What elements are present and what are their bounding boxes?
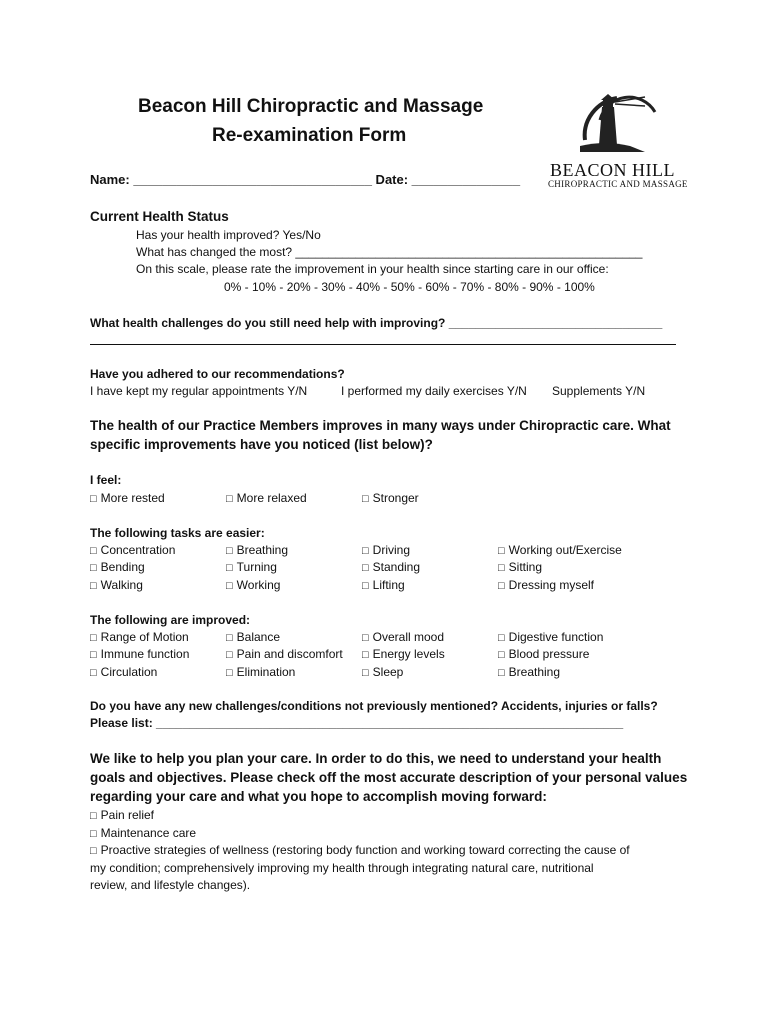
proactive-wellness-line-2: my condition; comprehensively improving my health through integrating natural care, nutritional — [90, 861, 594, 875]
checkbox-more-rested[interactable]: □ More rested — [90, 491, 165, 505]
checkbox-sitting[interactable]: □ Sitting — [498, 560, 542, 574]
checkbox-concentration[interactable]: □ Concentration — [90, 543, 175, 557]
checkbox-digestive-function[interactable]: □ Digestive function — [498, 630, 603, 644]
name-date-line[interactable]: Name: _________________________________ Date: _______________ — [90, 172, 521, 187]
checkbox-lifting[interactable]: □ Lifting — [362, 578, 405, 592]
checkbox-improved-breathing[interactable]: □ Breathing — [498, 665, 560, 679]
new-challenges-question: Do you have any new challenges/conditions not previously mentioned? Accidents, injuries or falls? — [90, 699, 658, 713]
health-scale-values[interactable]: 0% - 10% - 20% - 30% - 40% - 50% - 60% - 70% - 80% - 90% - 100% — [224, 280, 595, 294]
checkbox-working[interactable]: □ Working — [226, 578, 280, 592]
goals-intro-2: goals and objectives. Please check off the most accurate description of your personal values — [90, 770, 688, 785]
goals-intro-1: We like to help you plan your care. In order to do this, we need to understand your health — [90, 751, 662, 766]
tasks-heading: The following tasks are easier: — [90, 526, 265, 540]
checkbox-circulation[interactable]: □ Circulation — [90, 665, 157, 679]
new-challenges-list-line[interactable]: Please list: ______________________________________________________________________ — [90, 716, 624, 730]
checkbox-more-relaxed[interactable]: □ More relaxed — [226, 491, 307, 505]
checkbox-proactive-wellness[interactable]: □ Proactive strategies of wellness (restoring body function and working toward correcting the cause of — [90, 843, 630, 857]
checkbox-overall-mood[interactable]: □ Overall mood — [362, 630, 444, 644]
i-feel-heading: I feel: — [90, 473, 122, 487]
logo — [545, 90, 688, 190]
adherence-supplements[interactable]: Supplements Y/N — [552, 384, 646, 398]
checkbox-standing[interactable]: □ Standing — [362, 560, 420, 574]
checkbox-balance[interactable]: □ Balance — [226, 630, 280, 644]
adherence-appointments[interactable]: I have kept my regular appointments Y/N — [90, 384, 308, 398]
checkbox-dressing-myself[interactable]: □ Dressing myself — [498, 578, 594, 592]
health-improved-line[interactable]: Has your health improved? Yes/No — [136, 228, 321, 242]
current-health-heading: Current Health Status — [90, 209, 229, 224]
improvements-intro-1: The health of our Practice Members improves in many ways under Chiropractic care. What — [90, 418, 671, 433]
adherence-heading: Have you adhered to our recommendations? — [90, 367, 345, 381]
improvements-intro-2: specific improvements have you noticed (list below)? — [90, 437, 433, 452]
proactive-wellness-line-3: review, and lifestyle changes). — [90, 878, 251, 892]
logo-tagline: CHIROPRACTIC AND MASSAGE — [548, 179, 688, 189]
challenges-question[interactable]: What health challenges do you still need help with improving? ________________________________ — [90, 316, 663, 330]
checkbox-energy-levels[interactable]: □ Energy levels — [362, 647, 445, 661]
checkbox-stronger[interactable]: □ Stronger — [362, 491, 419, 505]
form-subtitle: Re-examination Form — [212, 125, 407, 146]
checkbox-breathing[interactable]: □ Breathing — [226, 543, 288, 557]
checkbox-maintenance-care[interactable]: □ Maintenance care — [90, 826, 196, 840]
adherence-exercises[interactable]: I performed my daily exercises Y/N — [341, 384, 527, 398]
checkbox-pain-relief[interactable]: □ Pain relief — [90, 808, 154, 822]
checkbox-blood-pressure[interactable]: □ Blood pressure — [498, 647, 589, 661]
checkbox-immune-function[interactable]: □ Immune function — [90, 647, 189, 661]
checkbox-elimination[interactable]: □ Elimination — [226, 665, 295, 679]
checkbox-driving[interactable]: □ Driving — [362, 543, 410, 557]
checkbox-turning[interactable]: □ Turning — [226, 560, 277, 574]
checkbox-sleep[interactable]: □ Sleep — [362, 665, 403, 679]
checkbox-walking[interactable]: □ Walking — [90, 578, 143, 592]
health-changed-line[interactable]: What has changed the most? ____________________________________________________ — [136, 245, 643, 259]
checkbox-working-out[interactable]: □ Working out/Exercise — [498, 543, 622, 557]
goals-intro-3: regarding your care and what you hope to accomplish moving forward: — [90, 789, 547, 804]
checkbox-bending[interactable]: □ Bending — [90, 560, 145, 574]
challenges-answer-line[interactable] — [90, 344, 676, 345]
checkbox-range-of-motion[interactable]: □ Range of Motion — [90, 630, 189, 644]
form-title: Beacon Hill Chiropractic and Massage — [138, 96, 484, 117]
health-scale-text: On this scale, please rate the improvement in your health since starting care in our office: — [136, 262, 609, 276]
improved-heading: The following are improved: — [90, 613, 251, 627]
checkbox-pain-and-discomfort[interactable]: □ Pain and discomfort — [226, 647, 343, 661]
logo-name: BEACON HILL — [550, 160, 675, 180]
